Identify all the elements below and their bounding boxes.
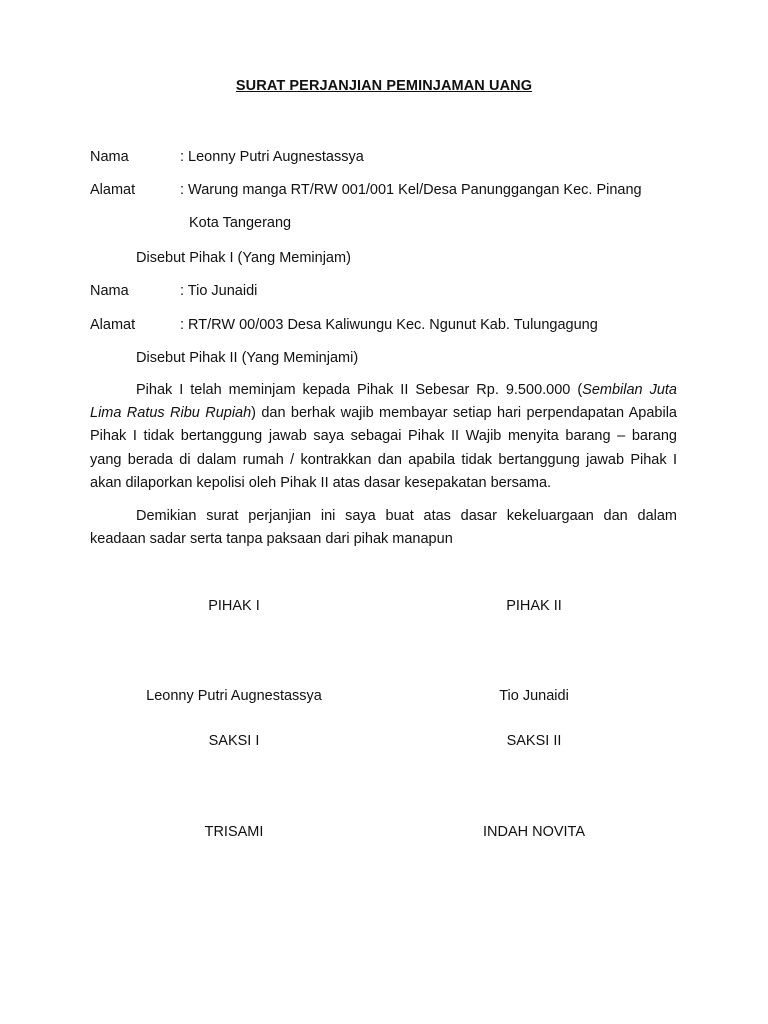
pihak1-signature-name: Leonny Putri Augnestassya [146,688,322,704]
pihak1-disebut: Disebut Pihak I (Yang Meminjam) [136,250,351,266]
closing-paragraph: Demikian surat perjanjian ini saya buat atas dasar kekeluargaan dan dalam keadaan sadar serta tanpa paksaan dari pihak manapun [90,508,677,548]
document-title: SURAT PERJANJIAN PEMINJAMAN UANG [235,78,533,94]
pihak2-nama-row [90,281,257,301]
saksi2-name: INDAH NOVITA [482,824,586,840]
pihak2-signature-name: Tio Junaidi [499,688,569,704]
pihak1-alamat-continuation: Kota Tangerang [189,215,292,231]
pihak1-nama-row [90,147,364,167]
pihak1-nama-label: Nama [90,149,129,165]
saksi1-name: TRISAMI [204,824,264,840]
saksi2-label: SAKSI II [506,733,562,749]
pihak1-signature-label: PIHAK I [208,598,260,614]
pihak2-alamat-value: : RT/RW 00/003 Desa Kaliwungu Kec. Ngunut Kab. Tulungagung [180,317,598,333]
pihak2-signature-label: PIHAK II [506,598,562,614]
pihak2-nama-value: : Tio Junaidi [180,283,258,299]
agreement-paragraph [90,379,677,495]
pihak1-alamat-row [90,180,642,200]
agreement-paragraph-after: ) dan berhak wajib membayar setiap hari perpendapatan Apabila Pihak I tidak bertanggung jawab saya sebagai Pihak II Wajib menyita barang – barang yang berada di dalam rumah / kontrakkan dan apabila tidak bertanggung jawab Pihak I akan dilaporkan kepolisi oleh Pihak II atas dasar kesepakatan bersama. [90,405,677,491]
pihak2-alamat-row [90,315,598,335]
pihak2-nama-label: Nama [90,283,129,299]
saksi1-label: SAKSI I [208,733,260,749]
pihak2-disebut: Disebut Pihak II (Yang Meminjami) [136,350,359,366]
pihak1-nama-value: : Leonny Putri Augnestassya [180,149,364,165]
pihak1-alamat-value: : Warung manga RT/RW 001/001 Kel/Desa Panunggangan Kec. Pinang [180,182,642,198]
agreement-amount-words: Sembilan Juta Lima Ratus Ribu Rupiah [90,382,677,422]
pihak2-alamat-label: Alamat [90,317,136,333]
pihak1-alamat-label: Alamat [90,182,136,198]
agreement-paragraph-before: Pihak I telah meminjam kepada Pihak II Sebesar Rp. 9.500.000 ( [136,382,583,398]
